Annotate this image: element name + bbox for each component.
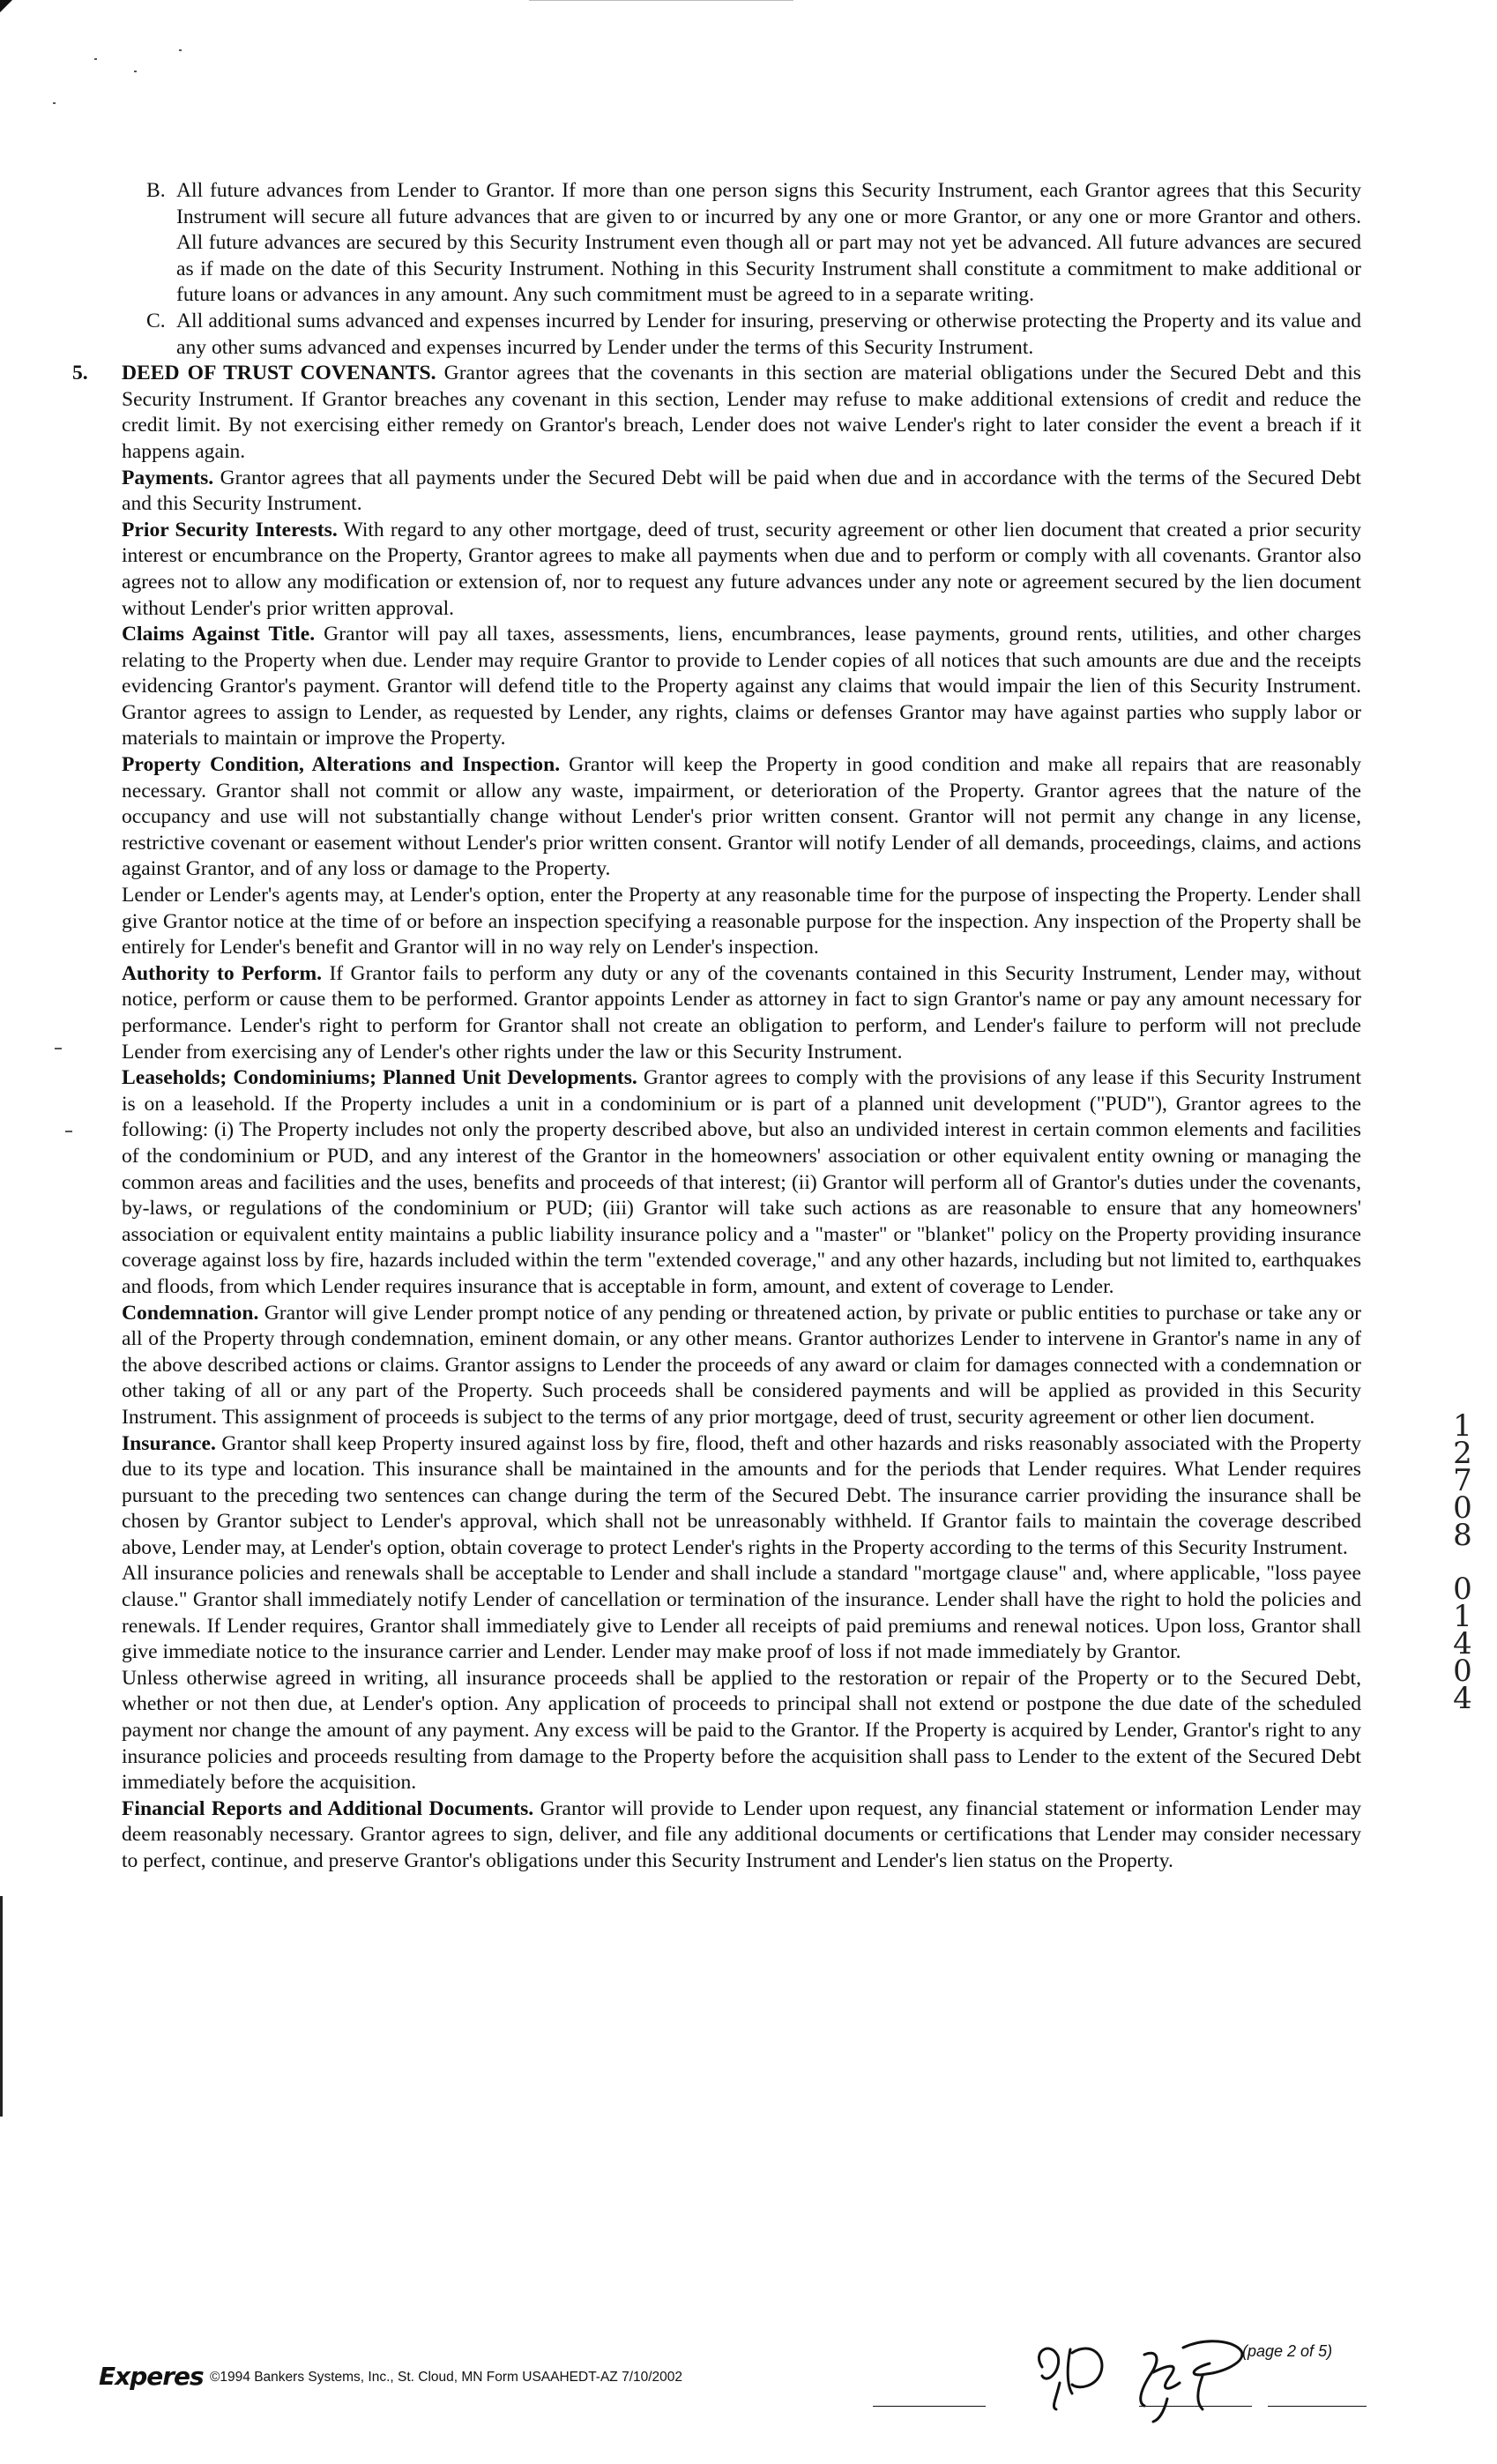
paragraph-text: If Grantor fails to perform any duty or any of the covenants contained in this Security Instrument, Lender may, without notice, perform or cause them to be performed. Grantor appoints Lender as attorney in fact to sign Grantor's name or pay any amount necessary for performance. Lender's right to perform for Grantor shall not create an obligation to perform, and Lender's failure to perform will not preclude Lender from exercising any of Lender's other rights under the law or this Security Instrument.: [122, 961, 1361, 1064]
paragraph-text: Grantor agrees that all payments under the Secured Debt will be paid when due and in accordance with the terms of the Secured Debt and this Security Instrument.: [122, 466, 1361, 516]
item-text: All future advances from Lender to Grantor. If more than one person signs this Security Instrument, each Grantor agrees that this Security Instrument will secure all future advances that are given to or incurred by any one or more Grantor, or any one or more Grantor and others. All future advances are secured by this Security Instrument even though all or part may not yet be advanced. All future advances are secured as if made on the date of this Security Instrument. Nothing in this Security Instrument shall constitute a commitment to make additional or future loans or advances in any amount. Any such commitment must be agreed to in a separate writing.: [176, 179, 1361, 307]
recording-digit: 0: [1453, 1572, 1472, 1607]
item-c: [122, 309, 1361, 361]
paragraph-heading: Leaseholds; Condominiums; Planned Unit Developments.: [122, 1066, 637, 1090]
paragraph-heading: Condemnation.: [122, 1301, 259, 1325]
section-heading: DEED OF TRUST COVENANTS.: [122, 362, 436, 385]
section-5: [72, 361, 1361, 465]
authority-paragraph: [122, 961, 1361, 1065]
paragraph-text: Grantor will pay all taxes, assessments, liens, encumbrances, lease payments, ground rents, utilities, and other charges relating to the Property when due. Lender may require Grantor to provide to Lender copies of all notices that such amounts are due and the receipts evidencing Grantor's payment. Grantor will defend title to the Property against any claims that would impair the lien of this Security Instrument. Grantor agrees to assign to Lender, as requested by Lender, any rights, claims or defenses Grantor may have against parties who supply labor or materials to maintain or improve the Property.: [122, 623, 1361, 750]
scan-left-edge: [0, 1896, 3, 2117]
paragraph-text: Lender or Lender's agents may, at Lender's option, enter the Property at any reasonable time for the purpose of inspecting the Property. Lender shall give Grantor notice at the time of or before an inspection specifying a reasonable purpose for the inspection. Any inspection of the Property shall be entirely for Lender's benefit and Grantor will in no way rely on Lender's inspection.: [122, 884, 1361, 959]
item-b: [122, 178, 1361, 309]
condemnation-paragraph: [122, 1301, 1361, 1431]
scan-speck: [94, 58, 97, 60]
recording-digit: 0: [1453, 1490, 1472, 1526]
paragraph-text: With regard to any other mortgage, deed of trust, security agreement or other lien document that created a prior security interest or encumbrance on the Property, Grantor agrees to make all payments when due and to perform or comply with all covenants. Grantor also agrees not to allow any modification or extension of, nor to request any future advances under any note or agreement secured by the lien document without Lender's prior written approval.: [122, 518, 1361, 620]
recording-digit: 1: [1453, 1599, 1472, 1634]
recording-digit: 7: [1453, 1463, 1472, 1498]
initials-line: [873, 2406, 986, 2407]
recording-digit: 8: [1453, 1518, 1472, 1553]
section-text: Grantor agrees that the covenants in this section are material obligations under the Secured Debt and this Security Instrument. If Grantor breaches any covenant in this section, Lender may refuse to make additional extensions of credit and reduce the credit limit. By not exercising either remedy on Grantor's breach, Lender does not waive Lender's right to later consider the event a breach if it happens again.: [122, 362, 1361, 463]
paragraph-heading: Payments.: [122, 466, 214, 489]
paragraph-text: Grantor will keep the Property in good condition and make all repairs that are reasonably necessary. Grantor shall not commit or allow any waste, impairment, or deterioration of the Property. Grantor agrees that the nature of the occupancy and use will not substantially change without Lender's prior written consent. Grantor will not permit any change in any license, restrictive covenant or easement without Lender's prior written consent. Grantor will notify Lender of all demands, proceedings, claims, and actions against Grantor, and of any loss or damage to the Property.: [122, 753, 1361, 881]
item-text: All additional sums advanced and expenses incurred by Lender for insuring, preserving or otherwise protecting the Property and its value and any other sums advanced and expenses incurred by Lender under the terms of this Security Instrument.: [176, 309, 1361, 359]
recording-digit: 0: [1453, 1654, 1472, 1689]
section-number: 5.: [72, 362, 88, 385]
experes-logo: Experes: [99, 2362, 204, 2391]
recording-number: [1451, 1408, 1474, 1716]
paragraph-heading: Insurance.: [122, 1431, 216, 1455]
handwritten-initials-signature: [1016, 2332, 1130, 2411]
insurance-policies-paragraph: [122, 1561, 1361, 1665]
paragraph-text: Grantor shall keep Property insured against loss by fire, flood, theft and other hazards and risks reasonably associated with the Property due to its type and location. This insurance shall be maintained in the amounts and for the periods that Lender requires. What Lender requires pursuant to the preceding two sentences can change during the term of the Secured Debt. The insurance carrier providing the insurance shall be chosen by Grantor subject to Lender's approval, which shall not be unreasonably withheld. If Grantor fails to maintain the coverage described above, Lender may, at Lender's option, obtain coverage to protect Lender's rights in the Property according to the terms of this Security Instrument.: [122, 1431, 1361, 1559]
scan-speck: [179, 49, 182, 51]
scan-speck: [55, 1048, 62, 1049]
claims-paragraph: [122, 622, 1361, 752]
scan-speck: [53, 102, 56, 104]
insurance-proceeds-paragraph: [122, 1666, 1361, 1796]
scan-top-rule: [529, 0, 793, 1]
recording-digit: 4: [1453, 1626, 1472, 1661]
paragraph-heading: Financial Reports and Additional Documents.: [122, 1796, 534, 1820]
document-body: [72, 178, 1362, 1875]
scan-corner-mark: [0, 0, 12, 12]
payments-paragraph: [122, 466, 1361, 518]
recording-digit: 1: [1453, 1408, 1472, 1444]
insurance-paragraph: [122, 1431, 1361, 1562]
paragraph-heading: Prior Security Interests.: [122, 518, 338, 541]
copyright-notice: ©1994 Bankers Systems, Inc., St. Cloud, MN Form USAAHEDT-AZ 7/10/2002: [210, 2370, 683, 2385]
initials-line: [1268, 2406, 1367, 2407]
financial-reports-paragraph: [122, 1796, 1361, 1875]
paragraph-text: All insurance policies and renewals shall be acceptable to Lender and shall include a standard "mortgage clause" and, where applicable, "loss payee clause." Grantor shall immediately notify Lender of cancellation or termination of the insurance. Lender shall have the right to hold the policies and renewals. If Lender requires, Grantor shall immediately give to Lender all receipts of paid premiums and renewal notices. Upon loss, Grantor shall give immediate notice to the insurance carrier and Lender. Lender may make proof of loss if not made immediately by Grantor.: [122, 1562, 1361, 1664]
scan-speck: [134, 71, 137, 72]
prior-security-paragraph: [122, 518, 1361, 622]
property-condition-paragraph: [122, 752, 1361, 883]
inspection-paragraph: [122, 883, 1361, 961]
leaseholds-paragraph: [122, 1065, 1361, 1300]
recording-digit: 2: [1453, 1436, 1472, 1471]
paragraph-heading: Authority to Perform.: [122, 961, 323, 985]
recording-digit: 4: [1453, 1681, 1472, 1716]
item-letter: B.: [146, 179, 166, 202]
paragraph-text: Grantor will give Lender prompt notice of any pending or threatened action, by private or public entities to purchase or take any or all of the Property through condemnation, eminent domain, or any other means. Grantor authorizes Lender to intervene in Grantor's name in any of the above described actions or claims. Grantor assigns to Lender the proceeds of any award or claim for damages connected with a condemnation or other taking of all or any part of the Property. Such proceeds shall be considered payments and will be applied as provided in this Security Instrument. This assignment of proceeds is subject to the terms of any prior mortgage, deed of trust, security agreement or other lien document.: [122, 1301, 1361, 1429]
paragraph-heading: Claims Against Title.: [122, 623, 316, 646]
paragraph-text: Grantor will provide to Lender upon request, any financial statement or information Lender may deem reasonably necessary. Grantor agrees to sign, deliver, and file any additional documents or certifications that Lender may consider necessary to perfect, continue, and preserve Grantor's obligations under this Security Instrument and Lender's lien status on the Property.: [122, 1796, 1362, 1872]
page-number-label: (page 2 of 5): [1242, 2342, 1333, 2360]
scan-speck: [65, 1131, 72, 1132]
item-letter: C.: [146, 309, 166, 332]
paragraph-heading: Property Condition, Alterations and Inspection.: [122, 753, 561, 777]
paragraph-text: Unless otherwise agreed in writing, all insurance proceeds shall be applied to the restoration or repair of the Property or to the Secured Debt, whether or not then due, at Lender's option. Any application of proceeds to principal shall not extend or postpone the due date of the scheduled payment nor change the amount of any payment. Any excess will be paid to the Grantor. If the Property is acquired by Lender, Grantor's right to any insurance policies and proceeds resulting from damage to the Property before the acquisition shall pass to Lender to the extent of the Secured Debt immediately before the acquisition.: [122, 1666, 1361, 1795]
paragraph-text: Grantor agrees to comply with the provisions of any lease if this Security Instrument is on a leasehold. If the Property includes a unit in a condominium or is part of a planned unit development ("PUD"), Grantor agrees to the following: (i) The Property includes not only the property described above, but also an undivided interest in certain common elements and facilities of the condominium or PUD, and any interest of the Grantor in the homeowners' association or other equivalent entity owning or managing the common areas and facilities and the uses, benefits and proceeds of that interest; (ii) Grantor will perform all of Grantor's duties under the covenants, by-laws, or regulations of the condominium or PUD; (iii) Grantor will take such actions as are reasonable to ensure that any homeowners' association or equivalent entity maintains a public liability insurance policy and a "master" or "blanket" policy on the Property providing insurance coverage against loss by fire, hazards included within the term "extended coverage," and any other hazards, including but not limited to, earthquakes and floods, from which Lender requires insurance that is acceptable in form, amount, and extent of coverage to Lender.: [122, 1066, 1362, 1298]
page-footer: [99, 2342, 1368, 2439]
